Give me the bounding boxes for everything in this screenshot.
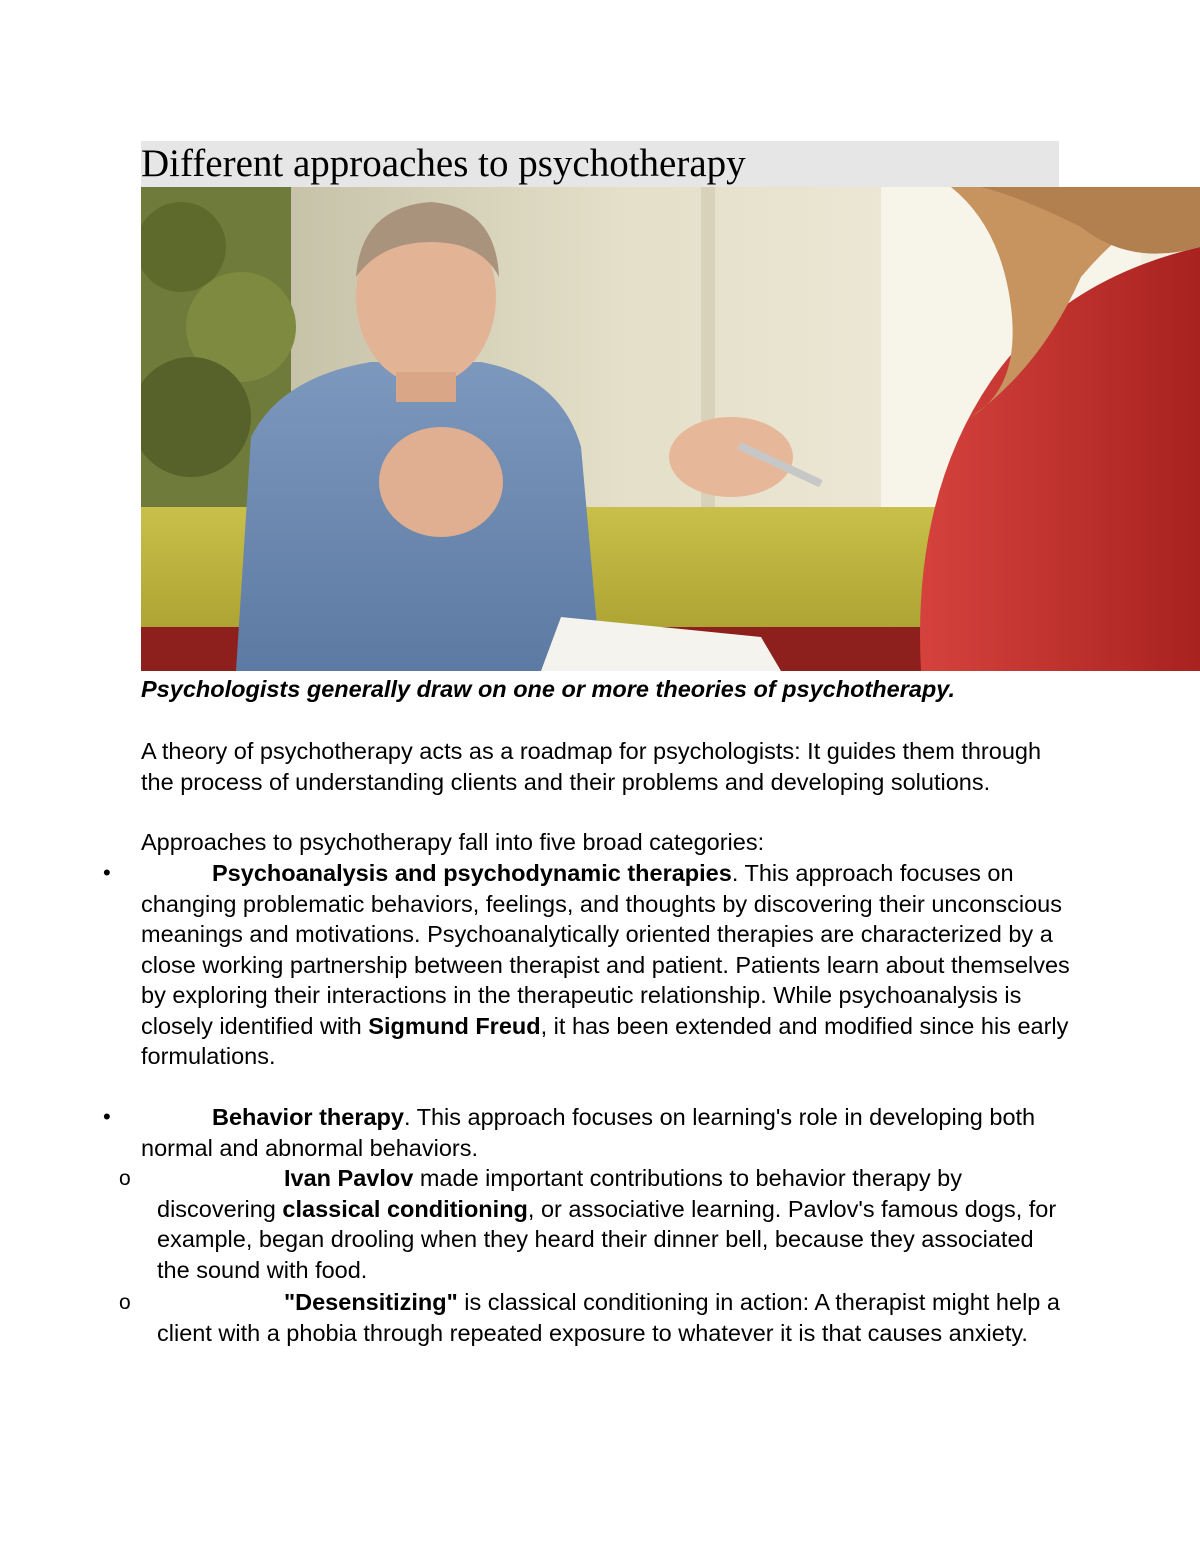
name-pavlov: Ivan Pavlov <box>284 1165 414 1191</box>
bullet-marker: • <box>103 860 111 885</box>
list-item <box>103 858 1076 1072</box>
therapy-session-photo <box>141 187 1200 671</box>
term-desensitizing: "Desensitizing" <box>284 1289 458 1315</box>
term-classical-conditioning: classical conditioning <box>282 1195 528 1222</box>
item-text: made important contributions to behavior therapy by discovering <box>157 1165 962 1222</box>
intro-paragraph: A theory of psychotherapy acts as a roadmap for psychologists: It guides them through the process of understanding clients and their problems and developing solutions. <box>141 738 1042 795</box>
sub-bullet-marker: o <box>119 1291 131 1314</box>
sub-list-item <box>119 1163 1072 1285</box>
sub-list-item <box>119 1287 1072 1348</box>
item-text: , it has been extended and modified since his early formulations. <box>141 1012 1069 1069</box>
list-item <box>103 1102 1076 1163</box>
sub-bullet-marker: o <box>119 1167 131 1190</box>
lead-statement: Psychologists generally draw on one or more theories of psychotherapy. <box>141 676 955 702</box>
item-text: , or associative learning. Pavlov's famous dogs, for example, began drooling when they heard their dinner bell, because they associated the sound with food. <box>157 1195 1057 1283</box>
bullet-marker: • <box>103 1104 111 1129</box>
term-psychoanalysis: Psychoanalysis and psychodynamic therapies <box>212 860 732 886</box>
item-text: . This approach focuses on learning's role in developing both normal and abnormal behaviors. <box>141 1104 1036 1161</box>
item-text: . This approach focuses on changing problematic behaviors, feelings, and thoughts by discovering their unconscious meanings and motivations. Psychoanalytically oriented therapies are characterized by a close working partnership between therapist and patient. Patients learn about themselves by exploring their interactions in the therapeutic relationship. While psychoanalysis is closely identified with <box>141 860 1070 1039</box>
item-text: is classical conditioning in action: A therapist might help a client with a phobia through repeated exposure to whatever it is that causes anxiety. <box>157 1289 1060 1346</box>
name-freud: Sigmund Freud <box>368 1012 541 1039</box>
page-title: Different approaches to psychotherapy <box>141 142 746 185</box>
photo-illustration <box>141 187 1200 671</box>
categories-intro: Approaches to psychotherapy fall into five broad categories: <box>141 829 765 855</box>
term-behavior-therapy: Behavior therapy <box>212 1104 404 1130</box>
